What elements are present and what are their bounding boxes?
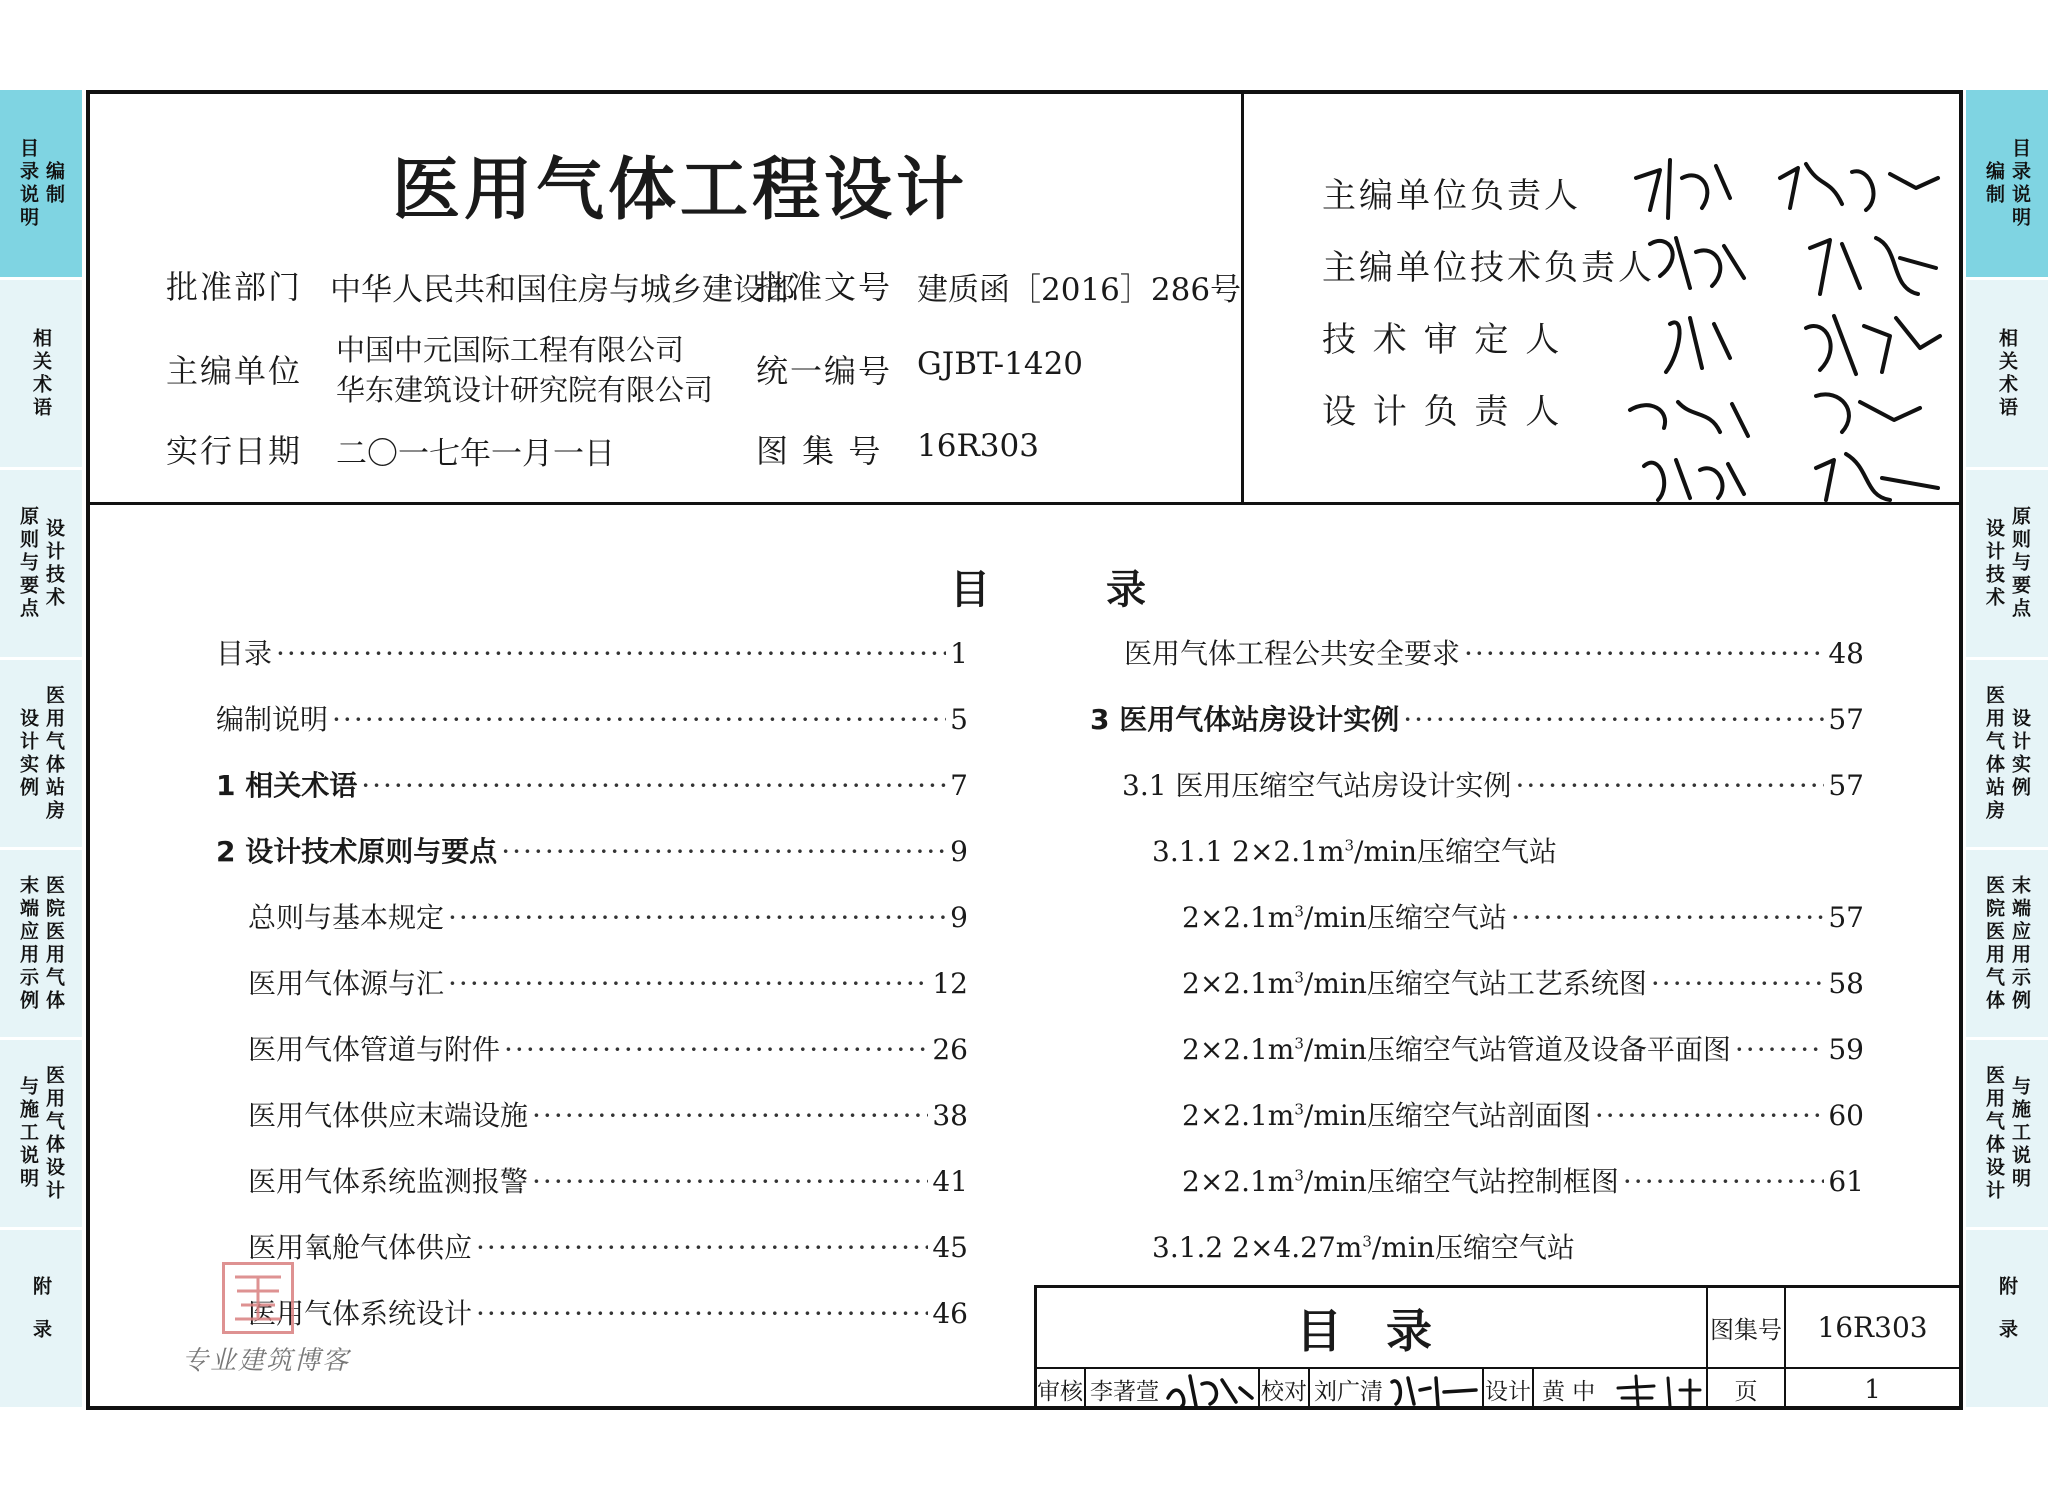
toc-left-item[interactable] (216, 632, 968, 672)
toc-right-item[interactable] (1182, 962, 1864, 1002)
toc-leader (1623, 1165, 1824, 1198)
toc-leader (504, 1033, 928, 1066)
toc-right-item[interactable] (1122, 764, 1864, 804)
toc-item-title: 总则与基本规定 (248, 901, 445, 934)
toc-item-page: 59 (1828, 1033, 1864, 1066)
checker-name: 刘广清 (1314, 1379, 1383, 1405)
side-tab-text: 医用气体站房 (1983, 684, 2005, 823)
toc-item-title: 编制说明 (216, 703, 329, 736)
side-tab-station-examples[interactable] (1966, 660, 2048, 850)
watermark-text: 专业建筑博客 (182, 1346, 351, 1376)
atlas-number: 16R303 (917, 428, 1039, 464)
toc-item-page: 9 (950, 835, 968, 868)
review-label: 审核 (1037, 1379, 1083, 1405)
toc-item-page: 48 (1828, 637, 1864, 670)
toc-item-title: 3.1.1 $2\times 2.1m^3/\min$压缩空气站 (1152, 835, 1558, 868)
designer-name: 黄 中 (1542, 1379, 1596, 1405)
toc-leader (276, 637, 946, 670)
toc-leader (476, 1231, 928, 1264)
page-title: 医用气体工程设计 (392, 151, 969, 230)
side-tab-principles[interactable] (0, 470, 82, 660)
toc-item-title: 医用气体管道与附件 (248, 1033, 501, 1066)
side-tab-design-notes[interactable] (0, 1040, 82, 1230)
toc-item-title: 3.1.2 $2\times 4.27m^3/\min$压缩空气站 (1152, 1231, 1575, 1264)
toc-right-item[interactable] (1182, 896, 1864, 936)
toc-item-title: $2\times 2.1m^3/\min$压缩空气站 (1182, 901, 1507, 934)
toc-leader (361, 769, 946, 802)
toc-leader (532, 1165, 928, 1198)
toc-item-title: 医用气体源与汇 (248, 967, 445, 1000)
toc-item-title: 医用气体供应末端设施 (248, 1099, 529, 1132)
toc-leader (501, 835, 946, 868)
toc-left-item[interactable] (248, 1094, 968, 1134)
toc-item-page: 57 (1828, 703, 1864, 736)
side-tab-text: 医用气体设计 (1983, 1064, 2005, 1203)
toc-leader (332, 703, 946, 736)
side-tab-text: 附录 (30, 1275, 52, 1362)
side-tab-text: 相关术语 (1996, 327, 2018, 420)
toc-right-item[interactable] (1182, 1028, 1864, 1068)
side-tab-text: 原则与要点 (2009, 506, 2031, 621)
toc-item-page: 58 (1828, 967, 1864, 1000)
toc-item-title: 3 医用气体站房设计实例 (1090, 703, 1400, 736)
side-tab-appendix[interactable] (1966, 1230, 2048, 1410)
side-tab-text: 目录说明 (2009, 137, 2031, 230)
toc-item-page: 57 (1828, 901, 1864, 934)
checker-signature (1386, 1368, 1482, 1410)
approve-doc: 建质函［2016］286号 (917, 272, 1242, 308)
toc-item-page: 60 (1828, 1099, 1864, 1132)
toc-left-item[interactable] (248, 1028, 968, 1068)
toc-item-page: 38 (932, 1099, 968, 1132)
side-tab-terminal-examples[interactable] (1966, 850, 2048, 1040)
check-label: 校对 (1261, 1379, 1307, 1405)
toc-right-item[interactable] (1124, 632, 1864, 672)
title-block-name: 目 录 (1295, 1303, 1446, 1358)
header-vertical-divider (1241, 90, 1244, 503)
side-tab-preface[interactable] (0, 90, 82, 280)
toc-leader (1403, 703, 1824, 736)
toc-leader (448, 967, 928, 1000)
reviewer-name: 李著萱 (1090, 1379, 1159, 1405)
sig-label-design-head: 设 计 负 责 人 (1322, 392, 1563, 432)
toc-right-item[interactable] (1090, 698, 1864, 738)
approve-dept: 中华人民共和国住房与城乡建设部 (330, 272, 795, 308)
toc-item-page: 45 (932, 1231, 968, 1264)
toc-left-item[interactable] (216, 764, 968, 804)
side-tab-station-examples[interactable] (0, 660, 82, 850)
design-label: 设计 (1485, 1379, 1531, 1405)
toc-title-b: 录 (1106, 567, 1148, 613)
toc-item-title: 2 设计技术原则与要点 (216, 835, 498, 868)
approve-dept-label: 批准部门 (166, 268, 303, 306)
side-tab-text: 设计实例 (2009, 707, 2031, 800)
toc-leader (448, 901, 946, 934)
toc-item-page: 46 (932, 1297, 968, 1330)
toc-item-page: 9 (950, 901, 968, 934)
toc-item-page: 61 (1828, 1165, 1864, 1198)
handwritten-signatures (1620, 148, 1965, 508)
toc-item-title: 医用氧舱气体供应 (248, 1231, 473, 1264)
side-tab-terms[interactable] (1966, 280, 2048, 470)
side-tab-terms[interactable] (0, 280, 82, 470)
toc-item-title: 医用气体工程公共安全要求 (1124, 637, 1461, 670)
toc-leader (532, 1099, 928, 1132)
toc-leader (1735, 1033, 1824, 1066)
title-block-atlas: 16R303 (1817, 1311, 1928, 1344)
toc-item-page: 1 (950, 637, 968, 670)
title-block-atlas-label: 图集号 (1710, 1316, 1782, 1344)
watermark-stamp (222, 1262, 294, 1334)
toc-left-item[interactable] (248, 1226, 968, 1266)
atlas-label: 图 集 号 (756, 432, 883, 470)
editor-unit-1: 中国中元国际工程有限公司 (336, 333, 685, 367)
toc-left-item[interactable] (248, 896, 968, 936)
toc-item-title: $2\times 2.1m^3/\min$压缩空气站工艺系统图 (1182, 967, 1647, 1000)
toc-left-item[interactable] (248, 1292, 968, 1332)
side-tab-text: 与施工说明 (17, 1076, 39, 1191)
toc-item-title: $2\times 2.1m^3/\min$压缩空气站剖面图 (1182, 1099, 1591, 1132)
toc-item-page: 12 (932, 967, 968, 1000)
side-tab-text: 设计技术 (1983, 517, 2005, 610)
toc-item-title: 3.1 医用压缩空气站房设计实例 (1122, 769, 1512, 802)
approve-doc-label: 批准文号 (756, 268, 893, 306)
side-tab-text: 编制 (43, 160, 65, 207)
toc-left-item[interactable] (216, 698, 968, 738)
side-tab-text: 医院医用气体 (43, 874, 65, 1013)
toc-item-title: 医用气体系统监测报警 (248, 1165, 529, 1198)
reviewer-signature (1162, 1368, 1258, 1410)
toc-item-title: 医用气体系统设计 (248, 1297, 473, 1330)
editor-unit-2: 华东建筑设计研究院有限公司 (336, 373, 714, 407)
toc-leader (1515, 769, 1824, 802)
toc-item-page: 7 (950, 769, 968, 802)
toc-item-title: 目录 (216, 637, 273, 670)
side-tab-appendix[interactable] (0, 1230, 82, 1410)
side-tab-text: 末端应用示例 (17, 874, 39, 1013)
toc-left-item[interactable] (216, 830, 968, 870)
toc-item-page: 5 (950, 703, 968, 736)
side-tab-preface[interactable] (1966, 90, 2048, 280)
toc-right-item[interactable] (1152, 1226, 1864, 1266)
page-label: 页 (1734, 1379, 1758, 1405)
sig-label-reviewer: 技 术 审 定 人 (1322, 320, 1563, 360)
side-tab-text: 医用气体站房 (43, 684, 65, 823)
side-tab-text: 原则与要点 (17, 506, 39, 621)
toc-leader (1464, 637, 1824, 670)
side-tab-text: 与施工说明 (2009, 1076, 2031, 1191)
side-tab-terminal-examples[interactable] (0, 850, 82, 1040)
side-tab-text: 相关术语 (30, 327, 52, 420)
toc-right-item[interactable] (1182, 1094, 1864, 1134)
stamp-icon (225, 1265, 291, 1331)
toc-leader (1595, 1099, 1824, 1132)
side-tab-text: 附录 (1996, 1275, 2018, 1362)
toc-right-item[interactable] (1152, 830, 1864, 870)
toc-leader (1511, 901, 1824, 934)
side-tab-text: 末端应用示例 (2009, 874, 2031, 1013)
toc-item-page: 41 (932, 1165, 968, 1198)
side-tab-text: 医院医用气体 (1983, 874, 2005, 1013)
serial-number: GJBT-1420 (917, 346, 1084, 382)
side-tab-text: 设计实例 (17, 707, 39, 800)
toc-item-page: 57 (1828, 769, 1864, 802)
side-tab-text: 医用气体设计 (43, 1064, 65, 1203)
side-tab-text: 编制 (1983, 160, 2005, 207)
toc-item-title: 1 相关术语 (216, 769, 358, 802)
side-tab-principles[interactable] (1966, 470, 2048, 660)
designer-signature (1610, 1368, 1706, 1410)
toc-item-title: $2\times 2.1m^3/\min$压缩空气站控制框图 (1182, 1165, 1619, 1198)
toc-leader (1651, 967, 1824, 1000)
toc-right-item[interactable] (1182, 1160, 1864, 1200)
effective-date: 二〇一七年一月一日 (336, 436, 615, 472)
toc-title-a: 目 (950, 567, 992, 613)
toc-item-page: 26 (932, 1033, 968, 1066)
date-label: 实行日期 (166, 432, 303, 470)
side-tab-design-notes[interactable] (1966, 1040, 2048, 1230)
side-tab-text: 设计技术 (43, 517, 65, 610)
toc-left-item[interactable] (248, 1160, 968, 1200)
sig-label-editor-head: 主编单位负责人 (1322, 176, 1581, 216)
sig-label-tech-head: 主编单位技术负责人 (1322, 248, 1655, 288)
toc-left-item[interactable] (248, 962, 968, 1002)
side-tab-text: 目录说明 (17, 137, 39, 230)
toc-leader (476, 1297, 928, 1330)
serial-label: 统一编号 (756, 352, 893, 390)
page-number: 1 (1864, 1374, 1881, 1405)
toc-item-title: $2\times 2.1m^3/\min$压缩空气站管道及设备平面图 (1182, 1033, 1731, 1066)
editor-label: 主编单位 (166, 352, 303, 390)
